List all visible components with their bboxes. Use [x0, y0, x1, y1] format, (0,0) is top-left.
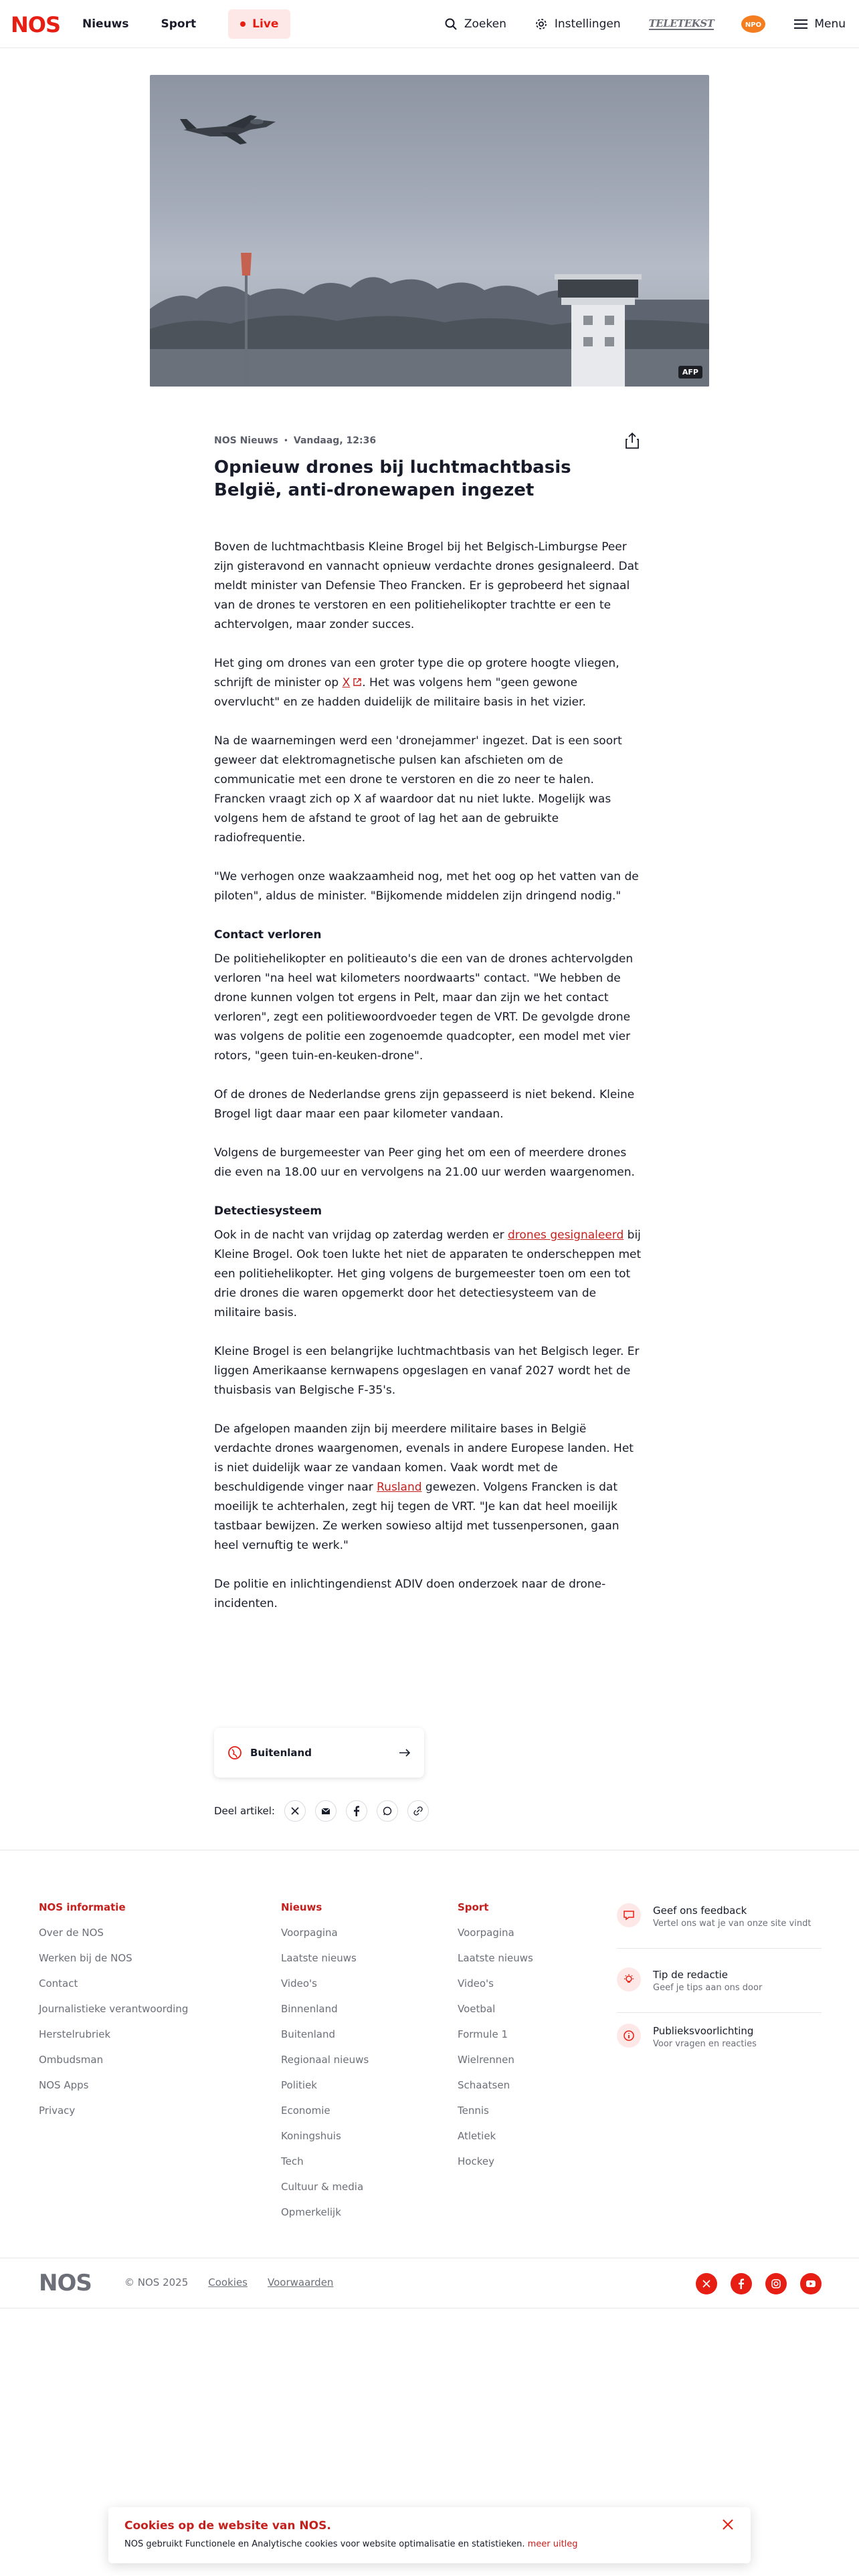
settings-label: Instellingen — [554, 17, 621, 31]
site-header — [0, 0, 859, 48]
subheading: Detectiesysteem — [214, 1204, 322, 1218]
gear-icon — [535, 17, 548, 31]
paragraph: "We verhogen onze waakzaamheid nog, met het oog op het vatten van de piloten", aldus de minister. "Bijkomende middelen zijn dringend nodig." — [214, 870, 639, 903]
share-x-button[interactable] — [284, 1800, 306, 1822]
footer-col-info — [39, 1899, 188, 2128]
footer-bottom-bar — [0, 2258, 859, 2309]
share-label: Deel artikel: — [214, 1805, 275, 1817]
footer-link[interactable]: Regionaal nieuws — [281, 2054, 369, 2066]
footer-link[interactable]: Economie — [281, 2105, 330, 2117]
paragraph: Na de waarnemingen werd een 'dronejammer' ingezet. Dat is een soort geweer dat elektromagnetische pulsen kan afschieten om de communicatie met een drone te verstoren en die zo neer te halen. Francken vraagt zich op X af waardoor dat nu niet lukte. Mogelijk was volgens hem de afstand te groot of lag het aan de gebruikte radiofrequentie. — [214, 734, 622, 845]
search-button[interactable] — [444, 17, 506, 31]
feedback-box[interactable] — [617, 1898, 822, 1949]
category-label: Buitenland — [250, 1747, 312, 1759]
info-icon — [617, 2024, 641, 2048]
nav-nieuws[interactable]: Nieuws — [82, 17, 129, 31]
feedback-sub: Vertel ons wat je van onze site vindt — [653, 1919, 812, 1929]
footer-link[interactable]: Tech — [281, 2155, 304, 2167]
social-links — [682, 2273, 822, 2294]
cookie-body: NOS gebruikt Functionele en Analytische cookies voor website optimalisatie en statistieken. — [124, 2539, 528, 2549]
footer-link[interactable]: Werken bij de NOS — [39, 1952, 132, 1964]
footer-link[interactable]: Herstelrubriek — [39, 2028, 111, 2040]
tip-box[interactable] — [617, 1962, 822, 2013]
footer-col-nieuws — [281, 1899, 369, 2230]
info-box[interactable] — [617, 2018, 822, 2069]
facebook-icon — [353, 1806, 360, 1816]
paragraph-text: De afgelopen maanden zijn bij meerdere militaire bases in België verdachte drones waargenomen, evenals in andere Europese landen. Het is niet duidelijk waar ze vandaan komen. Vaak wordt met de beschuldigende vinger naar — [214, 1422, 634, 1494]
paragraph — [214, 1226, 642, 1323]
arrow-right-icon — [399, 1748, 411, 1757]
share-facebook-button[interactable] — [346, 1800, 367, 1822]
footer-logo[interactable]: NOS — [39, 2270, 92, 2296]
footer-link[interactable]: Tennis — [458, 2105, 489, 2117]
live-label: Live — [252, 17, 279, 31]
footer-link[interactable]: Atletiek — [458, 2130, 496, 2142]
footer-link[interactable]: Contact — [39, 1977, 78, 1990]
info-title: Publieksvoorlichting — [653, 2025, 754, 2037]
x-icon — [702, 2279, 711, 2288]
paragraph — [214, 654, 642, 712]
article-date: Vandaag, 12:36 — [293, 435, 377, 446]
footer-link[interactable]: Politiek — [281, 2079, 317, 2091]
tip-sub: Geef je tips aan ons door — [653, 1983, 763, 1993]
mail-icon — [321, 1807, 330, 1815]
footer-link[interactable]: Koningshuis — [281, 2130, 341, 2142]
search-icon — [444, 17, 458, 31]
whatsapp-icon — [383, 1806, 392, 1816]
footer-link[interactable]: Cultuur & media — [281, 2181, 364, 2193]
footer-col-sport — [458, 1899, 533, 2179]
share-email-button[interactable] — [315, 1800, 337, 1822]
footer-link[interactable]: Opmerkelijk — [281, 2206, 341, 2218]
article — [214, 431, 642, 1633]
paragraph: Kleine Brogel is een belangrijke luchtmachtbasis van het Belgisch leger. Er liggen Amerikaanse kernwapens opgeslagen en vanaf 2027 wordt het de thuisbasis van Belgische F-35's. — [214, 1345, 640, 1397]
close-icon[interactable] — [720, 2516, 736, 2533]
paragraph: Of de drones de Nederlandse grens zijn gepasseerd is niet bekend. Kleine Brogel ligt daar maar een paar kilometer vandaan. — [214, 1088, 635, 1121]
article-source[interactable]: NOS Nieuws — [214, 435, 278, 446]
main-nav — [82, 9, 290, 39]
footer-link[interactable]: Video's — [458, 1977, 494, 1990]
share-whatsapp-button[interactable] — [377, 1800, 398, 1822]
footer-link[interactable]: Voorpagina — [281, 1927, 338, 1939]
article-meta — [214, 431, 642, 451]
footer-link[interactable]: Voetbal — [458, 2003, 496, 2015]
cookie-title: Cookies op de website van NOS. — [124, 2519, 331, 2533]
paragraph: De politiehelikopter en politieauto's die een van de drones achtervolgden verloren "na heel wat kilometers noordwaarts" contact. "We hebben de drone kunnen volgen tot ergens in Pelt, maar dan zijn we het contact verloren", zegt een politiewoordvoeder tegen de VRT. De gevolgde drone was volgens de politie een zogenoemde quadcopter, een model met vier rotors, "geen tuin-en-keuken-drone". — [214, 952, 634, 1063]
footer-link[interactable]: Buitenland — [281, 2028, 335, 2040]
youtube-icon — [805, 2280, 816, 2288]
paragraph: Volgens de burgemeester van Peer ging het om een of meerdere drones die even na 18.00 uur en vervolgens na 21.00 uur werden waargenomen. — [214, 1146, 635, 1179]
paragraph-text: Ook in de nacht van vrijdag op zaterdag werden er — [214, 1228, 508, 1242]
footer-link[interactable]: Journalistieke verantwoording — [39, 2003, 189, 2015]
facebook-social-button[interactable] — [731, 2273, 752, 2294]
feedback-title: Geef ons feedback — [653, 1905, 747, 1917]
footer-legal-links — [124, 2276, 353, 2288]
windsock-icon — [241, 253, 252, 276]
article-title: Opnieuw drones bij luchtmachtbasis België, anti-dronewapen ingezet — [214, 457, 571, 500]
footer-link[interactable]: Laatste nieuws — [458, 1952, 533, 1964]
link-icon — [413, 1806, 423, 1816]
paragraph: Boven de luchtmachtbasis Kleine Brogel bij het Belgisch-Limburgse Peer zijn gisteravond en vannacht opnieuw verdachte drones gesignaleerd. Dat meldt minister van Defensie Theo Francken. Er is geprobeerd het signaal van de drones te verstoren en een politiehelikopter trachtte er een te achtervolgen, maar zonder succes. — [214, 540, 639, 631]
live-button[interactable] — [228, 9, 290, 39]
footer-link[interactable]: Formule 1 — [458, 2028, 508, 2040]
rusland-link[interactable]: Rusland — [377, 1481, 422, 1494]
footer-link[interactable]: Voorpagina — [458, 1927, 514, 1939]
globe-icon — [227, 1745, 242, 1760]
utility-nav — [416, 9, 846, 39]
paragraph-text: . Het was volgens hem "geen gewone overvlucht" en ze hadden duidelijk de militaire basis in het vizier. — [214, 676, 586, 709]
footer-link[interactable]: NOS Apps — [39, 2079, 89, 2091]
footer-link[interactable]: Wielrennen — [458, 2054, 514, 2066]
footer-link[interactable]: Binnenland — [281, 2003, 338, 2015]
paragraph-text: Het ging om drones van een groter type die op grotere hoogte vliegen, schrijft de minister op — [214, 657, 619, 689]
footer-heading: Sport — [458, 1901, 489, 1913]
menu-button[interactable] — [794, 17, 846, 31]
paragraph: De politie en inlichtingendienst ADIV doen onderzoek naar de drone-incidenten. — [214, 1578, 606, 1610]
lightbulb-icon — [617, 1967, 641, 1992]
footer-heading: Nieuws — [281, 1901, 322, 1913]
menu-label: Menu — [814, 17, 846, 31]
npo-logo-icon[interactable] — [741, 15, 766, 33]
hero-scene — [150, 75, 709, 387]
settings-button[interactable] — [535, 17, 621, 31]
meta-separator: • — [283, 436, 288, 445]
paragraph-text: gewezen. Volgens Francken is dat moeilijk te achterhalen, zegt hij tegen de VRT. "Je kan dat heel moeilijk tastbaar bewijzen. Ze werken sowieso altijd met tussenpersonen, gaan heel vernuftig te werk." — [214, 1481, 619, 1552]
paragraph — [214, 1420, 642, 1555]
cookie-banner — [108, 2507, 751, 2563]
footer-link[interactable]: Schaatsen — [458, 2079, 510, 2091]
share-row — [214, 1799, 438, 1823]
footer-link[interactable]: Hockey — [458, 2155, 494, 2167]
info-sub: Voor vragen en reacties — [653, 2039, 757, 2049]
article-body — [214, 538, 642, 1614]
cookie-more-link[interactable]: meer uitleg — [527, 2539, 578, 2549]
cookies-link[interactable]: Cookies — [208, 2276, 248, 2288]
footer-link[interactable]: Laatste nieuws — [281, 1952, 357, 1964]
category-card[interactable] — [214, 1728, 424, 1778]
external-link-icon — [353, 677, 362, 687]
nos-logo[interactable]: NOS — [11, 12, 61, 37]
footer-link[interactable]: Privacy — [39, 2105, 76, 2117]
svg-text:NPO: NPO — [745, 21, 762, 29]
facebook-icon — [738, 2278, 745, 2289]
hero-image — [150, 75, 709, 387]
x-icon — [290, 1806, 300, 1816]
x-link[interactable]: X — [342, 676, 351, 689]
footer-heading: NOS informatie — [39, 1901, 126, 1913]
search-label: Zoeken — [464, 17, 506, 31]
footer-link[interactable]: Ombudsman — [39, 2054, 104, 2066]
nav-sport[interactable]: Sport — [161, 17, 197, 31]
cookie-text — [124, 2538, 735, 2551]
hamburger-icon — [794, 19, 807, 29]
photo-credit: AFP — [678, 366, 702, 379]
instagram-social-button[interactable] — [765, 2273, 787, 2294]
share-icon[interactable] — [622, 431, 642, 451]
terms-link[interactable]: Voorwaarden — [268, 2276, 334, 2288]
feedback-icon — [617, 1903, 641, 1927]
copyright: © NOS 2025 — [124, 2276, 189, 2288]
live-dot-icon — [240, 21, 246, 27]
x-social-button[interactable] — [696, 2273, 717, 2294]
footer-link[interactable]: Video's — [281, 1977, 317, 1990]
youtube-social-button[interactable] — [800, 2273, 822, 2294]
tip-title: Tip de redactie — [653, 1969, 728, 1981]
subheading: Contact verloren — [214, 928, 322, 942]
share-copy-link-button[interactable] — [407, 1800, 429, 1822]
paragraph-text: bij Kleine Brogel. Ook toen lukte het niet de apparaten te onderscheppen met een politiehelikopter. Het ging volgens de burgemeester toen om een tot drie drones die waren opgemerkt door het detectiesysteem van de militaire basis. — [214, 1228, 642, 1319]
drones-link[interactable]: drones gesignaleerd — [508, 1228, 624, 1242]
fighter-jet-icon — [180, 115, 276, 144]
teletekst-link[interactable]: TELETEKST — [648, 17, 714, 29]
instagram-icon — [771, 2278, 781, 2289]
footer-link[interactable]: Over de NOS — [39, 1927, 104, 1939]
